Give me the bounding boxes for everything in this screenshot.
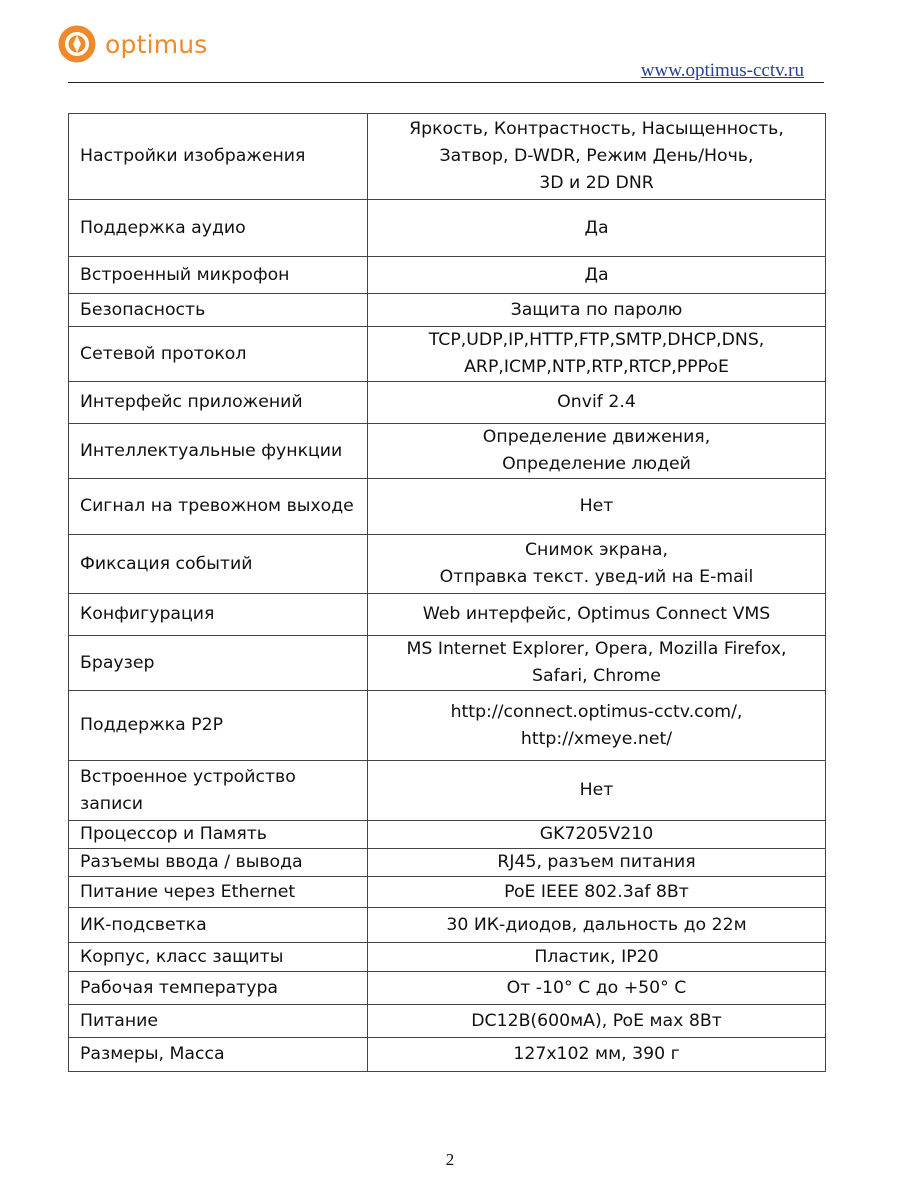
- spec-parameter: Поддержка P2P: [69, 691, 368, 761]
- table-row: [69, 1005, 826, 1038]
- spec-parameter: Конфигурация: [69, 594, 368, 636]
- spec-value: [368, 691, 826, 761]
- spec-parameter: Питание через Ethernet: [69, 877, 368, 908]
- spec-value: [368, 424, 826, 479]
- spec-value-line: 3D и 2D DNR: [539, 173, 654, 193]
- spec-parameter: Фиксация событий: [69, 535, 368, 594]
- table-row: [69, 761, 826, 821]
- spec-value: [368, 972, 826, 1005]
- spec-value-line: Onvif 2.4: [557, 392, 636, 412]
- spec-value: [368, 535, 826, 594]
- spec-parameter: Настройки изображения: [69, 114, 368, 200]
- spec-value: [368, 594, 826, 636]
- spec-value-line: RJ45, разъем питания: [497, 852, 696, 872]
- spec-value-line: Пластик, IP20: [534, 946, 659, 967]
- header-divider: [68, 82, 824, 83]
- spec-value: [368, 943, 826, 972]
- table-row: [69, 294, 826, 327]
- spec-value-line: GK7205V210: [539, 824, 654, 844]
- spec-value-line: Снимок экрана,: [524, 540, 668, 560]
- spec-value: [368, 1005, 826, 1038]
- spec-value-line: Яркость, Контрастность, Насыщенность,: [409, 119, 784, 139]
- spec-value-line: TCP,UDP,IP,HTTP,FTP,SMTP,DHCP,DNS,: [428, 330, 765, 350]
- spec-value-line: Web интерфейс, Optimus Connect VMS: [422, 604, 771, 624]
- table-row: [69, 114, 826, 200]
- spec-parameter: Процессор и Память: [69, 821, 368, 849]
- spec-parameter: Браузер: [69, 636, 368, 691]
- spec-parameter: Поддержка аудио: [69, 200, 368, 257]
- spec-value-line: От -10° С до +50° С: [506, 977, 687, 998]
- spec-parameter: Питание: [69, 1005, 368, 1038]
- spec-value-line: MS Internet Explorer, Opera, Mozilla Firefox,: [406, 639, 787, 659]
- spec-table: [68, 113, 826, 1072]
- table-row: [69, 535, 826, 594]
- spec-parameter: Встроенное устройство записи: [69, 761, 368, 821]
- table-row: [69, 821, 826, 849]
- spec-value: [368, 761, 826, 821]
- spec-value-line: http://connect.optimus-cctv.com/,: [450, 701, 743, 722]
- spec-value: [368, 849, 826, 877]
- spec-value-line: Нет: [579, 780, 614, 800]
- table-row: [69, 1038, 826, 1072]
- spec-value-line: Да: [584, 217, 609, 238]
- spec-value-line: 127х102 мм, 390 г: [513, 1044, 680, 1064]
- spec-value-line: 30 ИК-диодов, дальность до 22м: [446, 914, 747, 935]
- spec-value: [368, 200, 826, 257]
- table-row: [69, 943, 826, 972]
- table-row: [69, 877, 826, 908]
- table-row: [69, 849, 826, 877]
- table-row: [69, 257, 826, 294]
- table-row: [69, 636, 826, 691]
- table-row: [69, 691, 826, 761]
- spec-value-line: Определение людей: [502, 454, 691, 474]
- spec-value-line: Защита по паролю: [510, 299, 683, 320]
- spec-value-line: Нет: [579, 496, 614, 516]
- spec-parameter: Встроенный микрофон: [69, 257, 368, 294]
- spec-value-line: DC12В(600мА), PoE мах 8Вт: [471, 1010, 722, 1031]
- spec-value: [368, 382, 826, 424]
- table-row: [69, 479, 826, 535]
- spec-parameter: Сигнал на тревожном выходе: [69, 479, 368, 535]
- spec-value: [368, 877, 826, 908]
- spec-value-line: http://xmeye.net/: [520, 728, 673, 749]
- spec-value-line: ARP,ICMP,NTP,RTP,RTCP,PPPoE: [464, 357, 729, 377]
- spec-value-line: Отправка текст. увед-ий на E-mail: [439, 567, 754, 587]
- table-row: [69, 200, 826, 257]
- spec-value: [368, 114, 826, 200]
- logo-text: optimus: [105, 29, 208, 59]
- page-header: [0, 0, 900, 90]
- spec-value: [368, 636, 826, 691]
- spec-value-line: Затвор, D-WDR, Режим День/Ночь,: [439, 146, 754, 166]
- spec-value: [368, 1038, 826, 1072]
- spec-value: [368, 908, 826, 943]
- site-url-link[interactable]: www.optimus-cctv.ru: [640, 60, 804, 81]
- spec-value-line: Определение движения,: [482, 427, 711, 447]
- page-number: 2: [445, 1150, 455, 1169]
- spec-parameter: Разъемы ввода / вывода: [69, 849, 368, 877]
- spec-parameter: ИК-подсветка: [69, 908, 368, 943]
- spec-parameter: Сетевой протокол: [69, 327, 368, 382]
- table-row: [69, 327, 826, 382]
- spec-parameter: Размеры, Масса: [69, 1038, 368, 1072]
- table-row: [69, 972, 826, 1005]
- spec-parameter: Корпус, класс защиты: [69, 943, 368, 972]
- spec-value-line: PoE IEEE 802.3af 8Вт: [504, 881, 689, 902]
- spec-value: [368, 294, 826, 327]
- spec-parameter: Безопасность: [69, 294, 368, 327]
- table-row: [69, 424, 826, 479]
- spec-value: [368, 327, 826, 382]
- spec-parameter: Интерфейс приложений: [69, 382, 368, 424]
- spec-value-line: Да: [584, 264, 609, 285]
- spec-value: [368, 821, 826, 849]
- table-row: [69, 908, 826, 943]
- brand-logo: [57, 24, 208, 64]
- optimus-logo-icon: [57, 24, 97, 64]
- spec-value: [368, 257, 826, 294]
- spec-parameter: Интеллектуальные функции: [69, 424, 368, 479]
- spec-parameter: Рабочая температура: [69, 972, 368, 1005]
- spec-value-line: Safari, Chrome: [532, 666, 661, 686]
- table-row: [69, 382, 826, 424]
- spec-value: [368, 479, 826, 535]
- table-row: [69, 594, 826, 636]
- spec-table-body: [69, 114, 826, 1072]
